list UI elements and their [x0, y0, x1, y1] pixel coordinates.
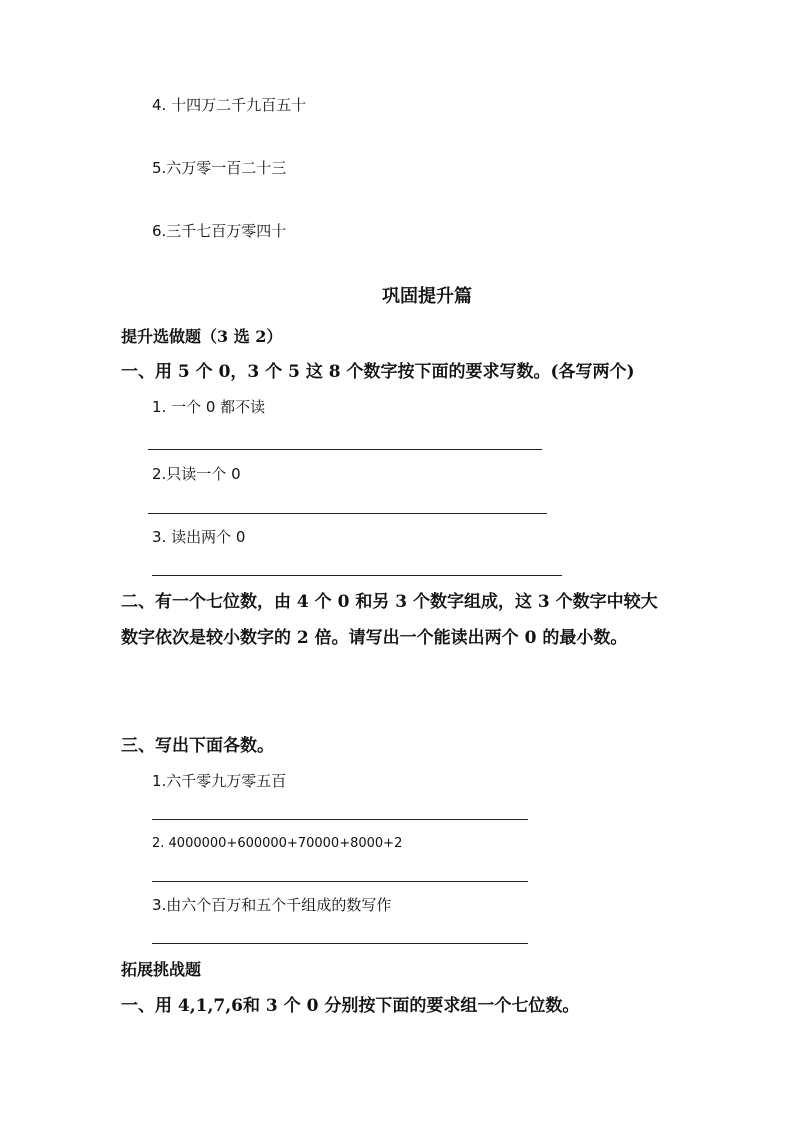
question-3-item-3: 3.由六个百万和五个千组成的数写作 — [152, 896, 392, 914]
challenge-question-1: 一、用 4,1,7,6和 3 个 0 分别按下面的要求组一个七位数。 — [121, 996, 580, 1016]
list-item: 6.三千七百万零四十 — [152, 222, 287, 240]
question-2-line-2: 数字依次是较小数字的 2 倍。请写出一个能读出两个 0 的最小数。 — [121, 628, 628, 648]
section-title: 巩固提升篇 — [382, 286, 472, 307]
answer-line[interactable] — [152, 943, 528, 944]
answer-line[interactable] — [152, 819, 528, 820]
answer-line[interactable] — [152, 575, 562, 576]
answer-line[interactable] — [148, 513, 547, 514]
elective-heading: 提升选做题（3 选 2） — [121, 327, 283, 346]
challenge-heading: 拓展挑战题 — [121, 960, 202, 979]
question-1-item-1: 1. 一个 0 都不读 — [152, 398, 266, 416]
list-item: 4. 十四万二千九百五十 — [152, 96, 307, 114]
question-1-heading: 一、用 5 个 0，3 个 5 这 8 个数字按下面的要求写数。(各写两个) — [121, 362, 635, 382]
list-item: 5.六万零一百二十三 — [152, 159, 287, 177]
answer-line[interactable] — [152, 881, 528, 882]
question-3-item-2: 2. 4000000+600000+70000+8000+2 — [152, 836, 403, 851]
question-1-item-3: 3. 读出两个 0 — [152, 528, 246, 546]
question-1-item-2: 2.只读一个 0 — [152, 465, 241, 483]
question-3-heading: 三、写出下面各数。 — [121, 736, 274, 756]
question-2-line-1: 二、有一个七位数，由 4 个 0 和另 3 个数字组成，这 3 个数字中较大 — [121, 592, 658, 612]
question-3-item-1: 1.六千零九万零五百 — [152, 772, 287, 790]
answer-line[interactable] — [148, 449, 542, 450]
